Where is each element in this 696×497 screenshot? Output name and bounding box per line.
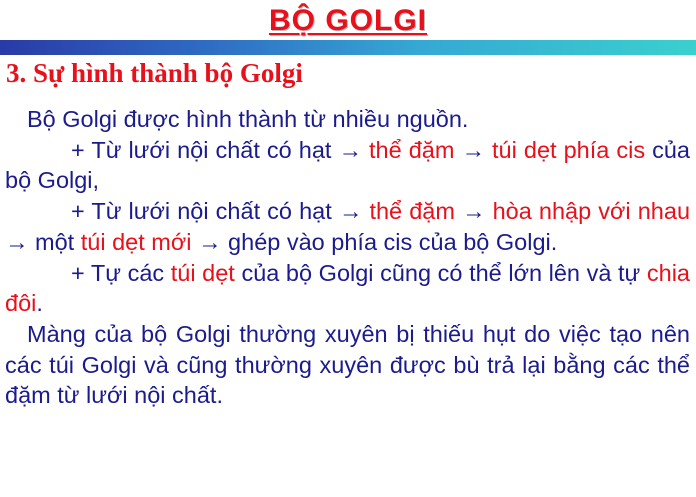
source1-lead: + Từ lưới nội chất có hạt → [71,136,370,163]
content-body [5,104,690,411]
page-title: BỘ GOLGI [269,4,427,37]
source1-tail: của bộ Golgi, [5,136,691,194]
source2-tail: → ghép vào phía cis của bộ Golgi. [191,228,558,255]
source3-highlight-2: chia đôi [5,259,690,317]
source1-arrow: → [454,136,493,163]
source2-arrow-2: → một [5,228,81,255]
source-item-1 [5,135,690,196]
source-item-2 [5,196,690,257]
source2-highlight-2: hòa nhập với nhau [492,198,691,225]
source3-highlight-1: túi dẹt [170,259,235,286]
section-heading: 3. Sự hình thành bộ Golgi [6,58,303,88]
source3-tail: . [36,290,43,317]
source2-arrow-1: → [454,198,493,225]
source2-highlight-3: túi dẹt mới [80,228,192,255]
source3-lead: + Tự các [71,259,171,286]
source-item-3 [5,258,690,319]
source1-highlight-1: thể đặm [369,136,455,163]
membrane-paragraph: Màng của bộ Golgi thường xuyên bị thiếu hụt do việc tạo nên các túi Golgi và cũng thường xuyên được bù trả lại bằng các thể đặm từ lưới nội chất. [5,320,690,409]
source2-highlight-1: thể đặm [369,198,455,225]
source3-mid: của bộ Golgi cũng có thể lớn lên và tự [234,259,647,286]
source1-highlight-2: túi dẹt phía cis [492,136,646,163]
title-divider-bar [0,40,696,55]
intro-paragraph: Bộ Golgi được hình thành từ nhiều nguồn. [27,106,469,132]
source2-lead: + Từ lưới nội chất có hạt → [71,198,370,225]
